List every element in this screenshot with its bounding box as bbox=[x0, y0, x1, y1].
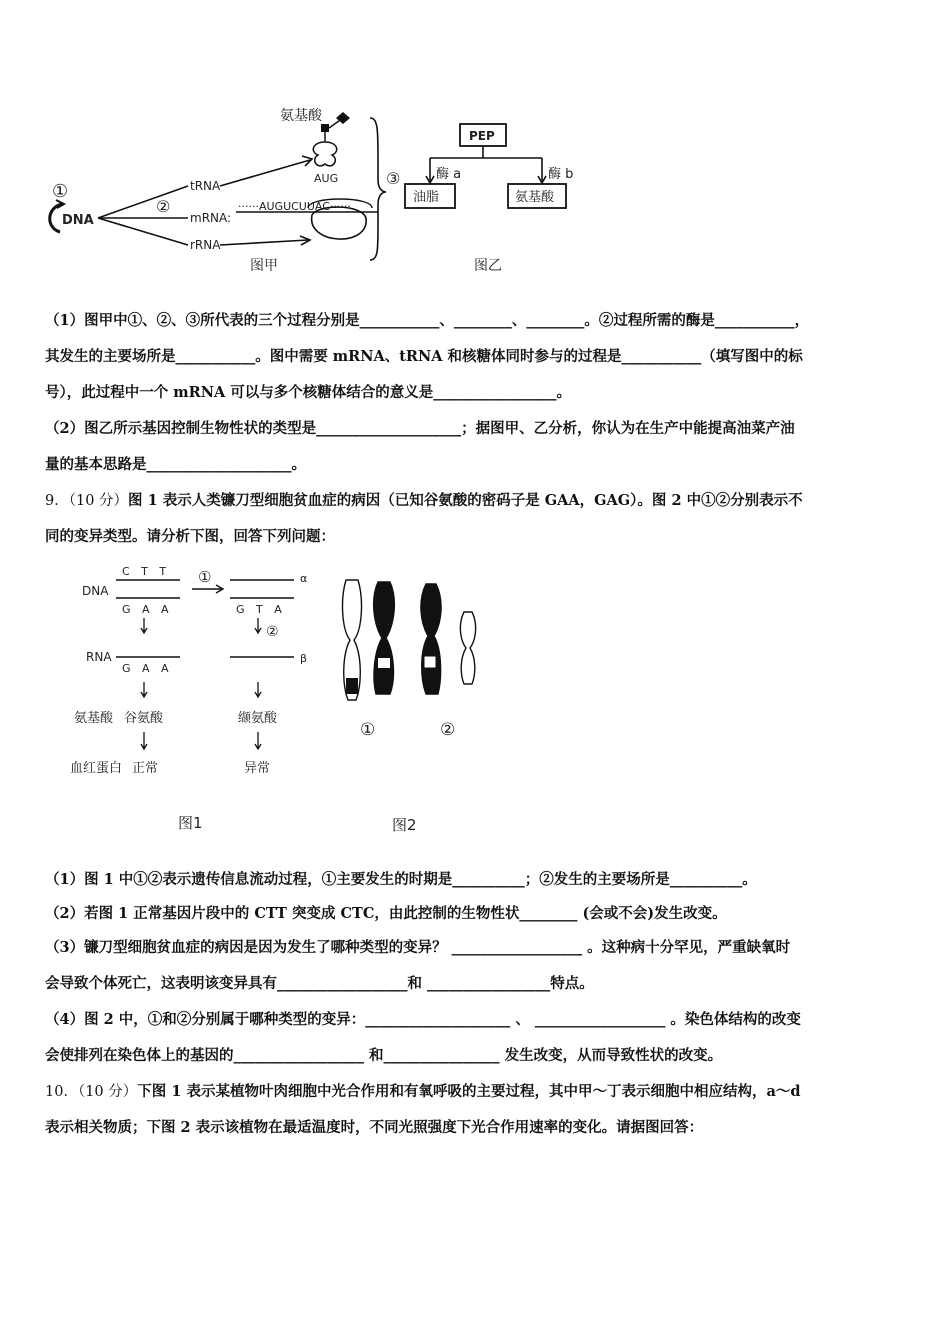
figure-jia-caption: 图甲 bbox=[250, 258, 278, 274]
q9-part2 bbox=[45, 896, 907, 932]
q9-p2: （2）若图 1 正常基因片段中的 CTT 突变成 CTC，由此控制的生物性状________ (会或不会)发生改变。 bbox=[45, 905, 727, 922]
q8-p1-line2: 其发生的主要场所是___________。图中需要 mRNA、tRNA 和核糖体同时参与的过程是___________（填写图中的标 bbox=[45, 348, 803, 365]
q10-stem bbox=[45, 1074, 907, 1146]
q8-part2 bbox=[45, 411, 907, 483]
q9-stem bbox=[45, 483, 907, 555]
q8-p1-line1: （1）图甲中①、②、③所代表的三个过程分别是___________、________、________。②过程所需的酶是___________， bbox=[45, 312, 810, 329]
q10-number: 10．（10 分） bbox=[45, 1084, 138, 1100]
chromosome-1b bbox=[374, 582, 395, 694]
q9-part1 bbox=[45, 862, 907, 898]
figure-1-2 bbox=[70, 560, 490, 840]
q9-part4 bbox=[45, 1002, 907, 1074]
amino-acid-row-label: 氨基酸 bbox=[74, 711, 114, 726]
chromosome-2b bbox=[460, 612, 475, 684]
figure-2 bbox=[343, 580, 476, 834]
q8-p1-line3: 号），此过程中一个 mRNA 可以与多个核糖体结合的意义是_________________。 bbox=[45, 384, 571, 401]
mrna-label: mRNA: bbox=[190, 211, 232, 225]
q8-part1 bbox=[45, 303, 907, 411]
alpha-label: α bbox=[300, 572, 308, 585]
rrna-label: rRNA bbox=[190, 238, 221, 252]
enzyme-b-label: 酶 b bbox=[548, 167, 574, 182]
q8-p2-line1: （2）图乙所示基因控制生物性状的类型是____________________；据图甲、乙分析，你认为在生产中能提高油菜产油 bbox=[45, 420, 795, 437]
q8-p2-line2: 量的基本思路是____________________。 bbox=[45, 456, 306, 473]
label-process-1: ① bbox=[52, 181, 69, 202]
q9-stem-line1: 图 1 表示人类镰刀型细胞贫血症的病因（已知谷氨酸的密码子是 GAA，GAG）。图 2 中①②分别表示不 bbox=[128, 492, 803, 509]
dna-row-label: DNA bbox=[82, 584, 109, 598]
figure-1 bbox=[70, 565, 307, 832]
trna-cloverleaf bbox=[313, 142, 336, 166]
abnormal-label: 异常 bbox=[244, 761, 271, 776]
top-strand-seq: C T T bbox=[122, 565, 171, 578]
q9-p4-line1: （4）图 2 中，①和②分别属于哪种类型的变异：____________________ 、 __________________ 。染色体结构的改变 bbox=[45, 1011, 801, 1028]
figure-1-caption: 图1 bbox=[178, 814, 203, 832]
amino-acid-box-label: 氨基酸 bbox=[515, 190, 555, 205]
figure-2-label-1: ① bbox=[360, 720, 376, 740]
anticodon-label: AUG bbox=[314, 172, 339, 185]
rna-seq: G A A bbox=[122, 662, 173, 675]
rna-row-label: RNA bbox=[86, 650, 112, 664]
figure-yi-caption: 图乙 bbox=[474, 258, 502, 274]
q9-p4-line2: 会使排列在染色体上的基因的__________________ 和________________ 发生改变，从而导致性状的改变。 bbox=[45, 1047, 723, 1064]
label-process-2: ② bbox=[156, 197, 171, 216]
hemoglobin-row-label: 血红蛋白 bbox=[70, 761, 123, 776]
label-process-3: ③ bbox=[386, 169, 401, 188]
bottom-strand-seq: G A A bbox=[122, 603, 173, 616]
q9-p3-line1: （3）镰刀型细胞贫血症的病因是因为发生了哪种类型的变异？ __________________ 。这种病十分罕见，严重缺氧时 bbox=[45, 939, 791, 956]
q10-stem-line2: 表示相关物质；下图 2 表示该植物在最适温度时，不同光照强度下光合作用速率的变化。请据图回答： bbox=[45, 1119, 704, 1136]
figure-2-caption: 图2 bbox=[392, 816, 417, 834]
q10-stem-line1: 下图 1 表示某植物叶肉细胞中光合作用和有氧呼吸的主要过程，其中甲～丁表示细胞中相应结构，a～d bbox=[137, 1083, 801, 1100]
process-1-label: ① bbox=[198, 568, 212, 586]
figure-2-label-2: ② bbox=[440, 720, 456, 740]
q9-p3-line2: 会导致个体死亡，这表明该变异具有__________________和 _________________特点。 bbox=[45, 975, 594, 992]
glutamic-acid-label: 谷氨酸 bbox=[124, 711, 164, 726]
pep-label: PEP bbox=[469, 129, 495, 143]
dna-label: DNA bbox=[62, 213, 94, 228]
q9-number: 9．（10 分） bbox=[45, 493, 129, 509]
enzyme-a-label: 酶 a bbox=[436, 167, 462, 182]
chromosome-2a bbox=[421, 584, 441, 694]
brace bbox=[370, 118, 386, 260]
mrna-sequence: ······AUGUCUUAC······ bbox=[238, 200, 351, 213]
valine-label: 缬氨酸 bbox=[238, 711, 278, 726]
q9-part3 bbox=[45, 930, 907, 1002]
q9-stem-line2: 同的变异类型。请分析下图，回答下列问题： bbox=[45, 528, 335, 545]
beta-label: β bbox=[300, 652, 308, 665]
amino-acid-label: 氨基酸 bbox=[280, 108, 322, 124]
figure-jia-yi bbox=[40, 100, 600, 285]
q9-p1: （1）图 1 中①②表示遗传信息流动过程，①主要发生的时期是__________；②发生的主要场所是__________。 bbox=[45, 871, 757, 888]
process-2-label: ② bbox=[266, 624, 279, 640]
normal-label: 正常 bbox=[132, 761, 159, 776]
trna-label: tRNA bbox=[190, 179, 221, 193]
replication-cycle-arrow bbox=[50, 204, 62, 232]
oil-label: 油脂 bbox=[413, 190, 440, 205]
mutant-strand-seq: G T A bbox=[236, 603, 286, 616]
